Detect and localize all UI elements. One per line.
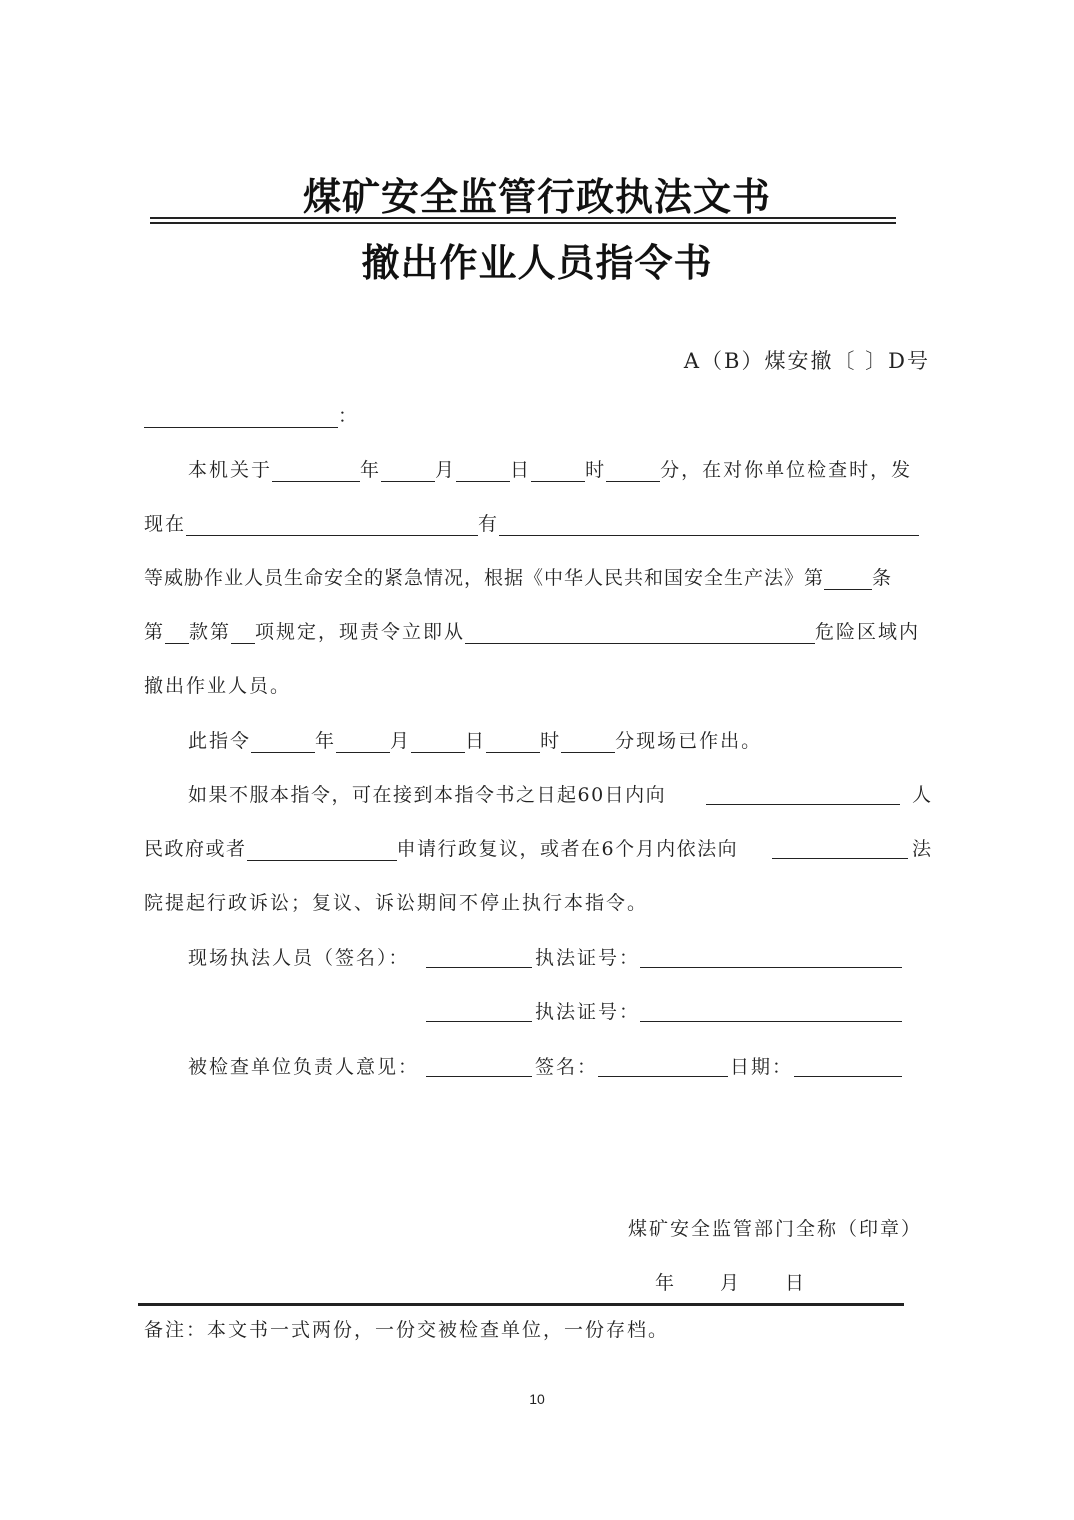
- text-segment: 等威胁作业人员生命安全的紧急情况，根据《中华人民共和国安全生产法》第: [144, 567, 825, 589]
- text-segment: 民政府或者: [144, 838, 247, 860]
- day-blank[interactable]: [456, 461, 510, 482]
- order-minute-blank[interactable]: [561, 732, 615, 753]
- text-segment: 条: [872, 567, 893, 589]
- addressee-colon: ：: [338, 405, 360, 427]
- text-segment: 月: [435, 459, 457, 481]
- court-blank[interactable]: [772, 838, 908, 859]
- text-segment: 申请行政复议，或者在6个月内依法向: [396, 838, 739, 860]
- month-blank[interactable]: [381, 461, 435, 482]
- para1-line1: [188, 455, 912, 482]
- text-segment: 月: [390, 730, 412, 752]
- inspected-unit-opinion-label: 被检查单位负责人意见：: [188, 1056, 420, 1078]
- minute-blank[interactable]: [606, 461, 660, 482]
- text-segment: 时: [540, 730, 562, 752]
- hazard-blank[interactable]: [499, 515, 919, 536]
- year-blank[interactable]: [272, 461, 360, 482]
- sign-blank[interactable]: [598, 1056, 728, 1077]
- text-segment: 项规定，现责令立即从: [255, 621, 466, 643]
- text-segment: 现在: [144, 513, 187, 535]
- para2-line: [188, 726, 762, 753]
- hour-blank[interactable]: [531, 461, 585, 482]
- text-segment: 本机关于: [188, 459, 273, 481]
- government-blank[interactable]: [706, 784, 900, 805]
- addressee-line: [144, 401, 359, 428]
- opinion-blank[interactable]: [426, 1056, 532, 1077]
- text-segment: 危险区域内: [815, 621, 921, 643]
- officer-signature-label: 现场执法人员（签名）：: [188, 947, 410, 969]
- order-month-blank[interactable]: [336, 732, 390, 753]
- para3-line2-end: 法: [912, 838, 934, 860]
- seal-day: 日: [785, 1272, 807, 1294]
- text-segment: 分，在对你单位检查时，发: [660, 459, 913, 481]
- addressee-blank[interactable]: [144, 407, 338, 428]
- officer-signature-blank-1[interactable]: [426, 947, 532, 968]
- officer-signature-blank-2[interactable]: [426, 1001, 532, 1022]
- sign-label: 签名：: [535, 1056, 599, 1078]
- para3-line1-end: 人: [912, 784, 934, 806]
- text-segment: 年: [315, 730, 337, 752]
- document-number: A（B）煤安撤〔 〕D号: [683, 349, 930, 373]
- cert-number-label-1: 执法证号：: [535, 947, 641, 969]
- footer-note: 备注：本文书一式两份，一份交被检查单位，一份存档。: [144, 1319, 670, 1341]
- cert-number-label-2: 执法证号：: [535, 1001, 641, 1023]
- danger-area-blank[interactable]: [465, 623, 815, 644]
- text-segment: 日: [510, 459, 532, 481]
- text-segment: 此指令: [188, 730, 252, 752]
- order-year-blank[interactable]: [251, 732, 315, 753]
- date-blank[interactable]: [794, 1056, 902, 1077]
- order-hour-blank[interactable]: [486, 732, 540, 753]
- title-double-rule: [150, 217, 896, 224]
- document-category-title: 煤矿安全监管行政执法文书: [302, 175, 771, 219]
- item-blank[interactable]: [231, 623, 255, 644]
- text-segment: 日: [465, 730, 487, 752]
- para3-line3: 院提起行政诉讼；复议、诉讼期间不停止执行本指令。: [144, 892, 649, 914]
- location-blank[interactable]: [186, 515, 478, 536]
- para1-line2: [144, 509, 919, 536]
- text-segment: 有: [478, 513, 500, 535]
- text-segment: 如果不服本指令，可在接到本指令书之日起60日内向: [188, 784, 667, 806]
- date-label: 日期：: [730, 1056, 794, 1078]
- seal-year: 年: [655, 1272, 677, 1294]
- text-segment: 第: [144, 621, 166, 643]
- order-day-blank[interactable]: [411, 732, 465, 753]
- clause-blank[interactable]: [165, 623, 189, 644]
- para1-line5: 撤出作业人员。: [144, 675, 292, 697]
- page-number: 10: [529, 1391, 545, 1407]
- article-blank[interactable]: [824, 569, 872, 590]
- para1-line4: [144, 617, 920, 644]
- seal-month: 月: [720, 1272, 742, 1294]
- cert-number-blank-2[interactable]: [640, 1001, 902, 1022]
- authority-seal-label: 煤矿安全监管部门全称（印章）: [628, 1218, 923, 1240]
- text-segment: 款第: [189, 621, 232, 643]
- para1-line3: [144, 563, 892, 590]
- cert-number-blank-1[interactable]: [640, 947, 902, 968]
- para3-line2: [144, 834, 738, 861]
- text-segment: 年: [360, 459, 382, 481]
- text-segment: 时: [585, 459, 607, 481]
- text-segment: 分现场已作出。: [615, 730, 763, 752]
- para3-line1: [188, 780, 666, 807]
- document-title: 撤出作业人员指令书: [361, 241, 713, 285]
- review-agency-blank[interactable]: [247, 840, 397, 861]
- footer-rule: [138, 1303, 904, 1306]
